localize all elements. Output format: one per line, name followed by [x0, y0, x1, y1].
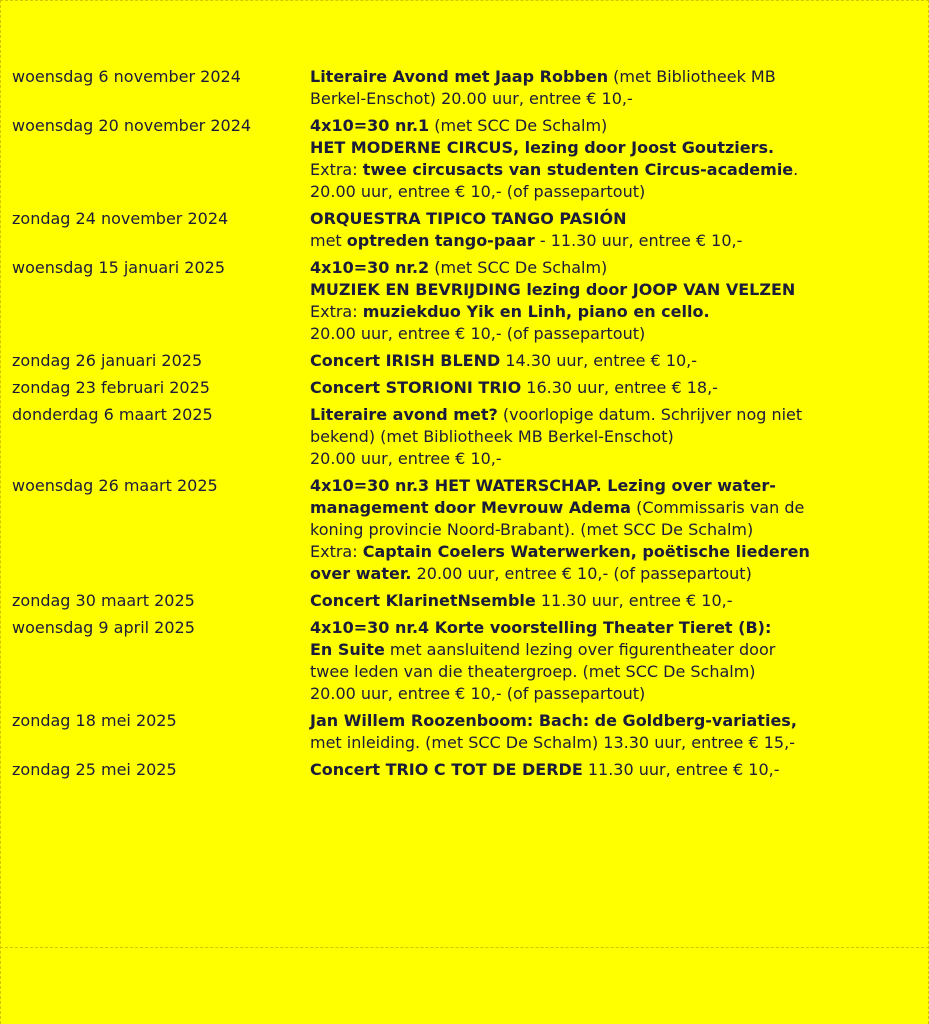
page-border-top [0, 0, 929, 1]
event-description-line [310, 448, 912, 470]
event-highlight-text: 4x10=30 nr.4 Korte voorstelling Theater Tieret (B): [310, 618, 772, 637]
event-detail-text: met aansluitend lezing over figurentheater door [384, 640, 776, 659]
event-date: woensdag 6 november 2024 [12, 67, 241, 86]
event-description-line [310, 590, 912, 612]
event-row [12, 257, 912, 345]
event-description [310, 208, 912, 252]
event-date: zondag 24 november 2024 [12, 209, 229, 228]
event-highlight-text: Captain Coelers Waterwerken, poëtische liederen [362, 542, 810, 561]
event-description-line [310, 475, 912, 497]
event-description-line [310, 541, 912, 563]
event-description-line [310, 617, 912, 639]
event-highlight-text: Literaire avond met? [310, 405, 498, 424]
event-description-line [310, 683, 912, 705]
event-highlight-text: Concert KlarinetNsemble [310, 591, 536, 610]
event-highlight-text: twee circusacts van studenten Circus-academie [362, 160, 794, 179]
event-detail-text: 11.30 uur, entree € 10,- [582, 760, 780, 779]
event-detail-text: Berkel-Enschot) 20.00 uur, entree € 10,- [310, 89, 633, 108]
event-description-line [310, 66, 912, 88]
page-border-bottom [0, 947, 929, 948]
event-description-line [310, 639, 912, 661]
page-border-left [0, 0, 1, 1024]
event-highlight-text: management door Mevrouw Adema [310, 498, 631, 517]
event-description-line [310, 257, 912, 279]
event-detail-text: Extra: [310, 302, 363, 321]
event-detail-text: (met Bibliotheek MB [608, 67, 776, 86]
event-highlight-text: Jan Willem Roozenboom: Bach: de Goldberg-variaties, [310, 711, 797, 730]
event-description [310, 617, 912, 705]
event-detail-text: 16.30 uur, entree € 18,- [521, 378, 718, 397]
event-detail-text: (Commissaris van de [630, 498, 805, 517]
event-row [12, 475, 912, 585]
event-detail-text: 20.00 uur, entree € 10,- (of passepartout) [310, 684, 646, 703]
event-description [310, 115, 912, 203]
event-description-line [310, 404, 912, 426]
event-date: zondag 26 januari 2025 [12, 351, 203, 370]
event-highlight-text: En Suite [310, 640, 385, 659]
event-highlight-text: 4x10=30 nr.1 [310, 116, 430, 135]
event-description-line [310, 181, 912, 203]
event-description-line [310, 159, 912, 181]
event-description-line [310, 519, 912, 541]
event-description [310, 710, 912, 754]
event-description-line [310, 115, 912, 137]
event-detail-text: Extra: [310, 160, 363, 179]
event-detail-text: Extra: [310, 542, 363, 561]
event-description-line [310, 323, 912, 345]
event-highlight-text: 4x10=30 nr.2 [310, 258, 430, 277]
event-detail-text: - 11.30 uur, entree € 10,- [534, 231, 743, 250]
event-date: zondag 30 maart 2025 [12, 591, 195, 610]
event-detail-text: . [793, 160, 799, 179]
event-description-line [310, 137, 912, 159]
event-row [12, 350, 912, 372]
event-row [12, 66, 912, 110]
event-description-line [310, 88, 912, 110]
event-description [310, 404, 912, 470]
event-date: woensdag 15 januari 2025 [12, 258, 226, 277]
event-description [310, 350, 912, 372]
event-description-line [310, 208, 912, 230]
event-highlight-text: HET MODERNE CIRCUS, lezing door Joost Goutziers. [310, 138, 775, 157]
event-description-line [310, 661, 912, 683]
event-schedule [12, 66, 912, 786]
event-description [310, 590, 912, 612]
event-highlight-text: Concert STORIONI TRIO [310, 378, 522, 397]
event-row [12, 208, 912, 252]
event-detail-text: koning provincie Noord-Brabant). (met SCC De Schalm) [310, 520, 754, 539]
event-description [310, 759, 912, 781]
event-row [12, 617, 912, 705]
event-detail-text: met [310, 231, 347, 250]
event-detail-text: 20.00 uur, entree € 10,- [310, 449, 502, 468]
event-date: zondag 25 mei 2025 [12, 760, 177, 779]
event-highlight-text: 4x10=30 nr.3 HET WATERSCHAP. Lezing over water- [310, 476, 776, 495]
event-highlight-text: ORQUESTRA TIPICO TANGO PASIÓN [310, 209, 627, 228]
event-detail-text: 20.00 uur, entree € 10,- (of passepartout) [411, 564, 752, 583]
event-detail-text: 20.00 uur, entree € 10,- (of passepartout) [310, 182, 646, 201]
event-date: zondag 18 mei 2025 [12, 711, 177, 730]
event-description-line [310, 759, 912, 781]
event-detail-text: 14.30 uur, entree € 10,- [500, 351, 698, 370]
event-date: woensdag 26 maart 2025 [12, 476, 218, 495]
event-date: zondag 23 februari 2025 [12, 378, 210, 397]
event-description-line [310, 230, 912, 252]
event-description [310, 257, 912, 345]
event-description-line [310, 497, 912, 519]
event-highlight-text: Concert IRISH BLEND [310, 351, 501, 370]
event-description-line [310, 732, 912, 754]
event-description-line [310, 377, 912, 399]
event-row [12, 759, 912, 781]
event-description-line [310, 563, 912, 585]
event-highlight-text: optreden tango-paar [346, 231, 535, 250]
event-description-line [310, 710, 912, 732]
event-detail-text: met inleiding. (met SCC De Schalm) 13.30 uur, entree € 15,- [310, 733, 795, 752]
event-highlight-text: over water. [310, 564, 412, 583]
event-description-line [310, 350, 912, 372]
event-date: donderdag 6 maart 2025 [12, 405, 213, 424]
event-description-line [310, 426, 912, 448]
event-detail-text: bekend) (met Bibliotheek MB Berkel-Enschot) [310, 427, 674, 446]
event-row [12, 710, 912, 754]
event-highlight-text: MUZIEK EN BEVRIJDING lezing door JOOP VAN VELZEN [310, 280, 796, 299]
event-detail-text: 11.30 uur, entree € 10,- [535, 591, 733, 610]
event-description-line [310, 301, 912, 323]
event-highlight-text: Concert TRIO C TOT DE DERDE [310, 760, 583, 779]
event-highlight-text: Literaire Avond met Jaap Robben [310, 67, 609, 86]
event-detail-text: twee leden van die theatergroep. (met SCC De Schalm) [310, 662, 756, 681]
event-row [12, 377, 912, 399]
event-detail-text: (voorlopige datum. Schrijver nog niet [497, 405, 803, 424]
event-description [310, 66, 912, 110]
event-description [310, 475, 912, 585]
event-highlight-text: muziekduo Yik en Linh, piano en cello. [362, 302, 710, 321]
event-row [12, 404, 912, 470]
event-description-line [310, 279, 912, 301]
event-detail-text: (met SCC De Schalm) [429, 258, 608, 277]
event-description [310, 377, 912, 399]
event-detail-text: (met SCC De Schalm) [429, 116, 608, 135]
event-row [12, 115, 912, 203]
event-detail-text: 20.00 uur, entree € 10,- (of passepartout) [310, 324, 646, 343]
event-date: woensdag 20 november 2024 [12, 116, 252, 135]
event-date: woensdag 9 april 2025 [12, 618, 195, 637]
event-row [12, 590, 912, 612]
